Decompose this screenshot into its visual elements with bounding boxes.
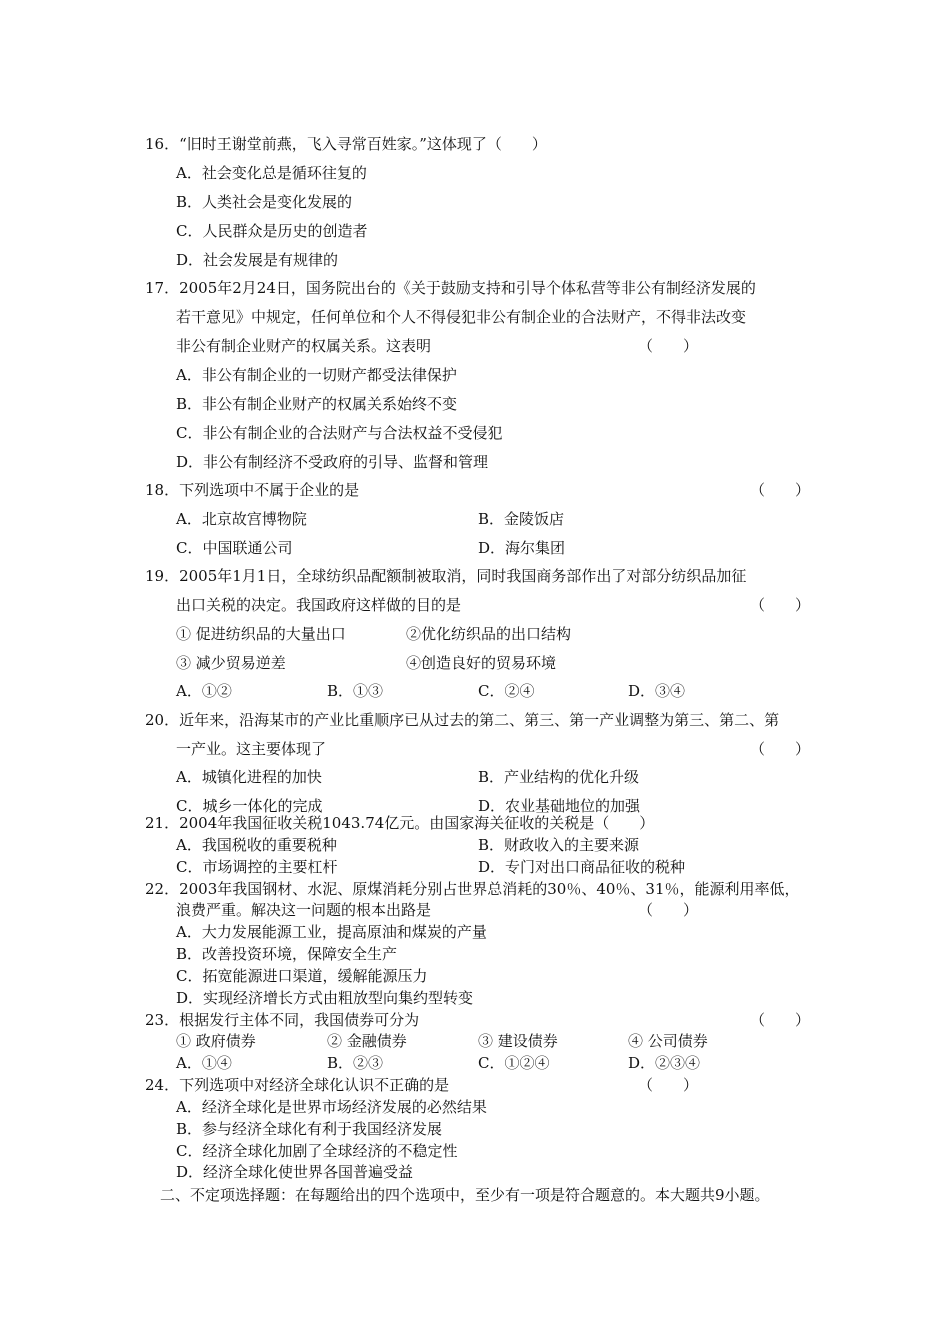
question-24-option-d: D．经济全球化使世界各国普遍受益 — [176, 1163, 414, 1181]
question-24-option-b: B．参与经济全球化有利于我国经济发展 — [176, 1120, 443, 1138]
question-23-option-c: C．①②④ — [478, 1054, 550, 1072]
question-23-item-1: ① 政府债券 — [176, 1032, 256, 1050]
question-24-answer-bracket: （ ） — [638, 1076, 699, 1094]
question-19-option-b: B．①③ — [327, 682, 384, 700]
question-23-item-4: ④ 公司债券 — [628, 1032, 708, 1050]
question-17-answer-bracket: （ ） — [638, 337, 699, 355]
question-20-option-a: A．城镇化进程的加快 — [176, 768, 322, 786]
question-18-answer-bracket: （ ） — [750, 481, 811, 499]
question-22-answer-bracket: （ ） — [638, 901, 699, 919]
question-18-option-d: D．海尔集团 — [478, 539, 566, 557]
question-17-option-b: B．非公有制企业财产的权属关系始终不变 — [176, 395, 458, 413]
question-20-stem-line2: 一产业。这主要体现了 — [176, 740, 327, 758]
question-22-stem-line2: 浪费严重。解决这一问题的根本出路是 — [176, 901, 432, 919]
question-21-option-d: D．专门对出口商品征收的税种 — [478, 858, 686, 876]
question-19-item-2: ②优化纺织品的出口结构 — [406, 625, 572, 643]
question-19-stem-line2: 出口关税的决定。我国政府这样做的目的是 — [176, 596, 462, 614]
question-20-stem-line1: 20．近年来，沿海某市的产业比重顺序已从过去的第二、第三、第一产业调整为第三、第二、第 — [145, 711, 780, 729]
question-23-option-a: A．①④ — [176, 1054, 232, 1072]
question-22-option-c: C．拓宽能源进口渠道，缓解能源压力 — [176, 967, 428, 985]
question-17-option-d: D．非公有制经济不受政府的引导、监督和管理 — [176, 453, 489, 471]
question-23-item-3: ③ 建设债券 — [478, 1032, 558, 1050]
question-22-option-d: D．实现经济增长方式由粗放型向集约型转变 — [176, 989, 474, 1007]
question-17-stem-line3: 非公有制企业财产的权属关系。这表明 — [176, 337, 432, 355]
question-19-option-a: A．①② — [176, 682, 232, 700]
question-17-option-a: A．非公有制企业的一切财产都受法律保护 — [176, 366, 457, 384]
question-19-option-d: D．③④ — [628, 682, 686, 700]
question-21-option-a: A．我国税收的重要税种 — [176, 836, 337, 854]
question-21-stem: 21．2004年我国征收关税1043.74亿元。由国家海关征收的关税是（ ） — [145, 814, 655, 832]
question-18-stem: 18．下列选项中不属于企业的是 — [145, 481, 360, 499]
question-21-option-c: C．市场调控的主要杠杆 — [176, 858, 338, 876]
question-20-option-c: C．城乡一体化的完成 — [176, 797, 323, 815]
question-17-stem-line2: 若干意见》中规定，任何单位和个人不得侵犯非公有制企业的合法财产，不得非法改变 — [176, 308, 747, 326]
question-19-item-1: ① 促进纺织品的大量出口 — [176, 625, 346, 643]
question-16-option-c: C．人民群众是历史的创造者 — [176, 222, 368, 240]
question-19-item-3: ③ 减少贸易逆差 — [176, 654, 286, 672]
question-16-stem: 16．“旧时王谢堂前燕，飞入寻常百姓家。”这体现了（ ） — [145, 135, 547, 153]
question-17-stem-line1: 17．2005年2月24日，国务院出台的《关于鼓励支持和引导个体私营等非公有制经济发展的 — [145, 279, 756, 297]
question-20-option-d: D．农业基础地位的加强 — [478, 797, 641, 815]
question-23-stem: 23．根据发行主体不同，我国债券可分为 — [145, 1011, 420, 1029]
question-23-answer-bracket: （ ） — [750, 1011, 811, 1029]
question-23-option-b: B．②③ — [327, 1054, 384, 1072]
question-22-option-a: A．大力发展能源工业，提高原油和煤炭的产量 — [176, 923, 487, 941]
question-24-option-a: A．经济全球化是世界市场经济发展的必然结果 — [176, 1098, 487, 1116]
question-22-option-b: B．改善投资环境，保障安全生产 — [176, 945, 398, 963]
question-16-option-d: D．社会发展是有规律的 — [176, 251, 339, 269]
question-20-option-b: B．产业结构的优化升级 — [478, 768, 640, 786]
question-18-option-b: B．金陵饭店 — [478, 510, 565, 528]
question-16-option-a: A．社会变化总是循环往复的 — [176, 164, 367, 182]
question-17-option-c: C．非公有制企业的合法财产与合法权益不受侵犯 — [176, 424, 503, 442]
question-22-stem-line1: 22．2003年我国钢材、水泥、原煤消耗分别占世界总消耗的30％、40％、31％，能源利用率低， — [145, 880, 800, 898]
question-21-option-b: B．财政收入的主要来源 — [478, 836, 640, 854]
question-24-stem: 24．下列选项中对经济全球化认识不正确的是 — [145, 1076, 450, 1094]
question-19-item-4: ④创造良好的贸易环境 — [406, 654, 557, 672]
question-19-option-c: C．②④ — [478, 682, 535, 700]
question-19-answer-bracket: （ ） — [750, 596, 811, 614]
section-2-heading: 二、不定项选择题：在每题给出的四个选项中，至少有一项是符合题意的。本大题共9小题。 — [160, 1186, 770, 1204]
question-19-stem-line1: 19．2005年1月1日，全球纺织品配额制被取消，同时我国商务部作出了对部分纺织品加征 — [145, 567, 747, 585]
question-23-option-d: D．②③④ — [628, 1054, 701, 1072]
question-18-option-c: C．中国联通公司 — [176, 539, 293, 557]
question-16-option-b: B．人类社会是变化发展的 — [176, 193, 353, 211]
question-18-option-a: A．北京故宫博物院 — [176, 510, 307, 528]
question-23-item-2: ② 金融债券 — [327, 1032, 407, 1050]
question-24-option-c: C．经济全球化加剧了全球经济的不稳定性 — [176, 1142, 458, 1160]
question-20-answer-bracket: （ ） — [750, 740, 811, 758]
